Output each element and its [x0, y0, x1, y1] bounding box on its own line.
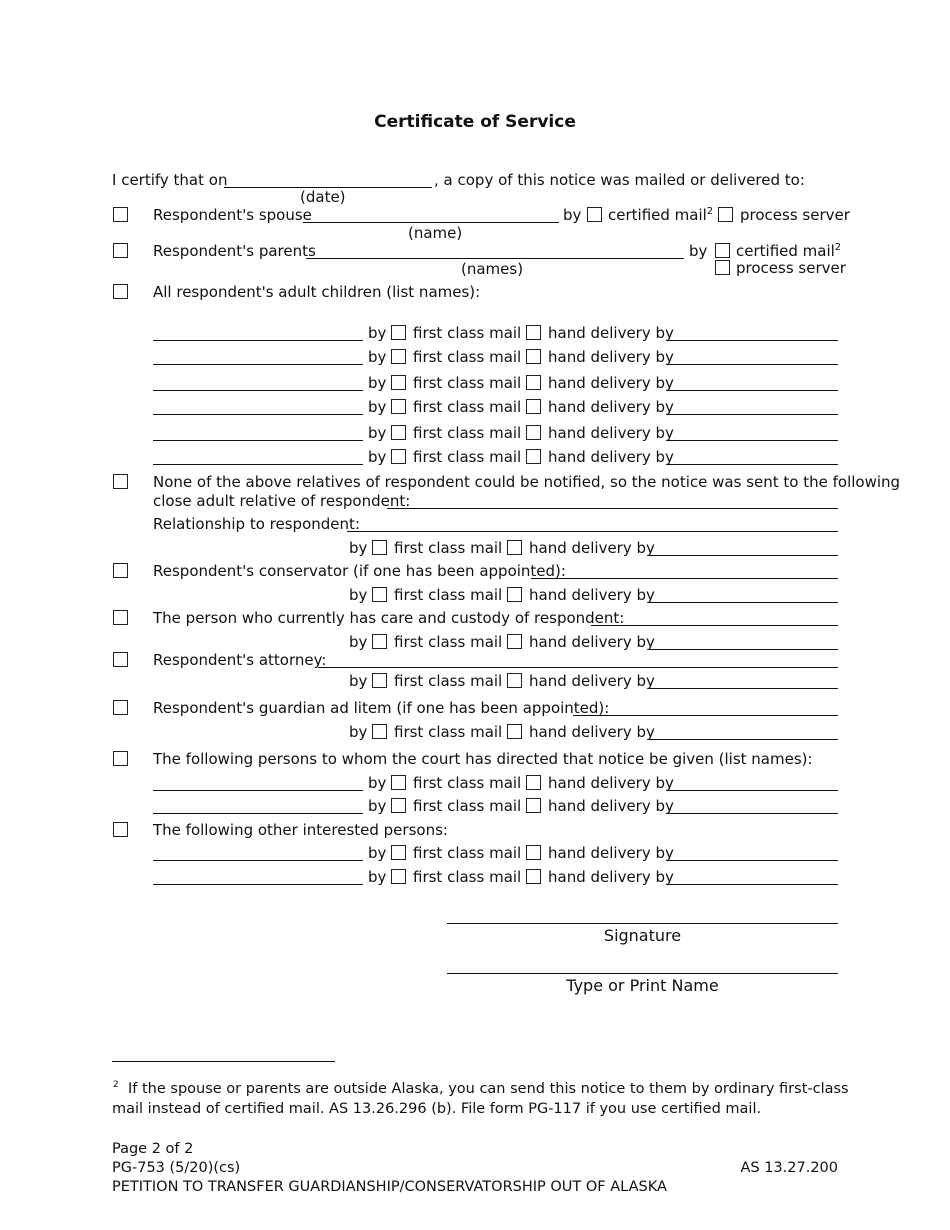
hand-delivery-label: hand delivery by — [529, 672, 655, 690]
hand-delivery-by-field[interactable] — [666, 390, 838, 391]
footnote-ref: 2 — [834, 242, 842, 253]
by-label: by — [349, 586, 368, 604]
hand-delivery-label: hand delivery by — [548, 348, 674, 366]
first-class-mail-checkbox[interactable] — [391, 869, 406, 884]
hand-delivery-checkbox[interactable] — [526, 845, 541, 860]
signature-caption: Signature — [603, 926, 682, 945]
footnote-line1: If the spouse or parents are outside Alaska, you can send this notice to them by ordinary first-class — [128, 1081, 849, 1097]
recipient-name-field[interactable] — [153, 390, 363, 391]
spouse-certified-mail-checkbox[interactable] — [587, 207, 602, 222]
hand-delivery-by-field[interactable] — [666, 340, 838, 341]
court-directed-checkbox[interactable] — [113, 751, 128, 766]
hand-delivery-checkbox[interactable] — [526, 869, 541, 884]
hand-delivery-checkbox[interactable] — [526, 798, 541, 813]
first-class-mail-checkbox[interactable] — [391, 399, 406, 414]
hand-delivery-label: hand delivery by — [548, 324, 674, 342]
footer-statute: AS 13.27.200 — [740, 1160, 838, 1176]
first-class-mail-label: first class mail — [413, 398, 522, 416]
first-class-mail-checkbox[interactable] — [391, 425, 406, 440]
footnote-number: 2 — [113, 1080, 119, 1090]
adult-children-label: All respondent's adult children (list names): — [153, 283, 481, 301]
by-label: by — [368, 774, 387, 792]
hand-delivery-by-field[interactable] — [649, 602, 838, 603]
first-class-mail-label: first class mail — [413, 844, 522, 862]
hand-delivery-checkbox[interactable] — [526, 399, 541, 414]
close-relative-name-field[interactable] — [387, 508, 838, 509]
hand-delivery-checkbox[interactable] — [526, 425, 541, 440]
hand-delivery-checkbox[interactable] — [526, 349, 541, 364]
attorney-name-field[interactable] — [318, 667, 838, 668]
recipient-name-field[interactable] — [153, 860, 363, 861]
footer-form-title: PETITION TO TRANSFER GUARDIANSHIP/CONSERVATORSHIP OUT OF ALASKA — [112, 1179, 667, 1195]
hand-delivery-by-field[interactable] — [649, 739, 838, 740]
guardian-ad-litem-checkbox[interactable] — [113, 700, 128, 715]
custody-label: The person who currently has care and custody of respondent: — [153, 609, 625, 627]
parents-process-server-checkbox[interactable] — [715, 260, 730, 275]
hand-delivery-by-field[interactable] — [666, 813, 838, 814]
first-class-mail-checkbox[interactable] — [391, 798, 406, 813]
by-label: by — [368, 448, 387, 466]
recipient-name-field[interactable] — [153, 414, 363, 415]
by-label: by — [368, 868, 387, 886]
date-caption: (date) — [300, 188, 346, 206]
first-class-mail-label: first class mail — [413, 797, 522, 815]
recipient-name-field[interactable] — [153, 464, 363, 465]
hand-delivery-checkbox[interactable] — [526, 449, 541, 464]
court-directed-label: The following persons to whom the court has directed that notice be given (list names): — [153, 750, 813, 768]
parents-process-server-label: process server — [736, 259, 846, 277]
spouse-name-field[interactable] — [303, 222, 559, 223]
attorney-checkbox[interactable] — [113, 652, 128, 667]
first-class-mail-checkbox[interactable] — [372, 634, 387, 649]
first-class-mail-checkbox[interactable] — [372, 724, 387, 739]
hand-delivery-by-field[interactable] — [649, 688, 838, 689]
footnote-divider — [112, 1061, 335, 1062]
first-class-mail-checkbox[interactable] — [391, 449, 406, 464]
first-class-mail-label: first class mail — [413, 374, 522, 392]
parents-by: by — [689, 242, 708, 260]
hand-delivery-checkbox[interactable] — [526, 325, 541, 340]
relationship-label: Relationship to respondent: — [153, 515, 360, 533]
recipient-name-field[interactable] — [153, 364, 363, 365]
page-title: Certificate of Service — [374, 112, 576, 132]
hand-delivery-label: hand delivery by — [529, 723, 655, 741]
hand-delivery-by-field[interactable] — [666, 414, 838, 415]
print-name-field[interactable] — [447, 973, 838, 974]
by-label: by — [349, 723, 368, 741]
guardian-ad-litem-label: Respondent's guardian ad litem (if one has been appointed): — [153, 699, 610, 717]
hand-delivery-label: hand delivery by — [548, 868, 674, 886]
spouse-process-server-checkbox[interactable] — [718, 207, 733, 222]
by-label: by — [349, 672, 368, 690]
conservator-checkbox[interactable] — [113, 563, 128, 578]
by-label: by — [349, 539, 368, 557]
first-class-mail-label: first class mail — [394, 672, 503, 690]
first-class-mail-label: first class mail — [413, 774, 522, 792]
spouse-name-caption: (name) — [408, 224, 463, 242]
custody-name-field[interactable] — [591, 625, 838, 626]
hand-delivery-by-field[interactable] — [666, 790, 838, 791]
first-class-mail-label: first class mail — [413, 424, 522, 442]
hand-delivery-checkbox[interactable] — [507, 540, 522, 555]
hand-delivery-checkbox[interactable] — [507, 724, 522, 739]
recipient-name-field[interactable] — [153, 790, 363, 791]
first-class-mail-checkbox[interactable] — [391, 325, 406, 340]
hand-delivery-by-field[interactable] — [666, 440, 838, 441]
parents-names-field[interactable] — [306, 258, 684, 259]
hand-delivery-label: hand delivery by — [548, 374, 674, 392]
spouse-process-server-label: process server — [740, 206, 850, 224]
other-interested-label: The following other interested persons: — [153, 821, 448, 839]
first-class-mail-label: first class mail — [394, 539, 503, 557]
close-relative-line2: close adult relative of respondent: — [153, 492, 411, 510]
parents-certified-mail-label: certified mail$^2$ — [736, 242, 842, 260]
hand-delivery-label: hand delivery by — [529, 586, 655, 604]
hand-delivery-label: hand delivery by — [548, 424, 674, 442]
hand-delivery-by-field[interactable] — [666, 364, 838, 365]
first-class-mail-checkbox[interactable] — [372, 540, 387, 555]
hand-delivery-checkbox[interactable] — [507, 587, 522, 602]
hand-delivery-checkbox[interactable] — [526, 775, 541, 790]
first-class-mail-checkbox[interactable] — [391, 775, 406, 790]
hand-delivery-by-field[interactable] — [649, 649, 838, 650]
hand-delivery-by-field[interactable] — [649, 555, 838, 556]
hand-delivery-label: hand delivery by — [529, 539, 655, 557]
hand-delivery-label: hand delivery by — [548, 448, 674, 466]
close-relative-checkbox[interactable] — [113, 474, 128, 489]
by-label: by — [368, 324, 387, 342]
conservator-name-field[interactable] — [531, 578, 838, 579]
footer-form-id: PG-753 (5/20)(cs) — [112, 1160, 241, 1176]
by-label: by — [368, 424, 387, 442]
by-label: by — [368, 797, 387, 815]
hand-delivery-label: hand delivery by — [548, 774, 674, 792]
first-class-mail-checkbox[interactable] — [391, 349, 406, 364]
first-class-mail-checkbox[interactable] — [372, 673, 387, 688]
parents-names-caption: (names) — [461, 260, 524, 278]
recipient-name-field[interactable] — [153, 340, 363, 341]
first-class-mail-label: first class mail — [413, 448, 522, 466]
spouse-certified-mail-label: certified mail$^2$ — [608, 206, 714, 224]
hand-delivery-checkbox[interactable] — [507, 673, 522, 688]
first-class-mail-label: first class mail — [413, 348, 522, 366]
other-interested-checkbox[interactable] — [113, 822, 128, 837]
by-label: by — [349, 633, 368, 651]
conservator-label: Respondent's conservator (if one has been appointed): — [153, 562, 566, 580]
first-class-mail-label: first class mail — [413, 868, 522, 886]
certify-prefix: I certify that on — [112, 171, 228, 189]
hand-delivery-checkbox[interactable] — [526, 375, 541, 390]
attorney-label: Respondent's attorney: — [153, 651, 327, 669]
signature-field[interactable] — [447, 923, 838, 924]
custody-checkbox[interactable] — [113, 610, 128, 625]
parents-label: Respondent's parents — [153, 242, 316, 260]
recipient-name-field[interactable] — [153, 440, 363, 441]
hand-delivery-checkbox[interactable] — [507, 634, 522, 649]
by-label: by — [368, 398, 387, 416]
recipient-name-field[interactable] — [153, 884, 363, 885]
hand-delivery-label: hand delivery by — [529, 633, 655, 651]
first-class-mail-label: first class mail — [394, 723, 503, 741]
hand-delivery-by-field[interactable] — [666, 464, 838, 465]
guardian-ad-litem-name-field[interactable] — [573, 715, 838, 716]
certify-suffix: , a copy of this notice was mailed or delivered to: — [434, 171, 805, 189]
first-class-mail-checkbox[interactable] — [391, 375, 406, 390]
hand-delivery-label: hand delivery by — [548, 398, 674, 416]
spouse-by: by — [563, 206, 582, 224]
first-class-mail-checkbox[interactable] — [391, 845, 406, 860]
parents-checkbox[interactable] — [113, 243, 128, 258]
parents-certified-mail-checkbox[interactable] — [715, 243, 730, 258]
spouse-checkbox[interactable] — [113, 207, 128, 222]
footnote-line2: mail instead of certified mail. AS 13.26.296 (b). File form PG-117 if you use certified mail. — [112, 1101, 762, 1117]
hand-delivery-by-field[interactable] — [666, 860, 838, 861]
hand-delivery-by-field[interactable] — [666, 884, 838, 885]
footer-page-number: Page 2 of 2 — [112, 1141, 194, 1157]
print-name-caption: Type or Print Name — [566, 976, 719, 995]
first-class-mail-label: first class mail — [394, 633, 503, 651]
spouse-label: Respondent's spouse — [153, 206, 312, 224]
footnote-ref: 2 — [706, 206, 714, 217]
adult-children-checkbox[interactable] — [113, 284, 128, 299]
close-relative-line1: None of the above relatives of respondent could be notified, so the notice was sent to the following — [153, 473, 901, 491]
first-class-mail-label: first class mail — [394, 586, 503, 604]
first-class-mail-label: first class mail — [413, 324, 522, 342]
hand-delivery-label: hand delivery by — [548, 797, 674, 815]
recipient-name-field[interactable] — [153, 813, 363, 814]
first-class-mail-checkbox[interactable] — [372, 587, 387, 602]
relationship-field[interactable] — [347, 531, 838, 532]
hand-delivery-label: hand delivery by — [548, 844, 674, 862]
by-label: by — [368, 348, 387, 366]
by-label: by — [368, 374, 387, 392]
by-label: by — [368, 844, 387, 862]
